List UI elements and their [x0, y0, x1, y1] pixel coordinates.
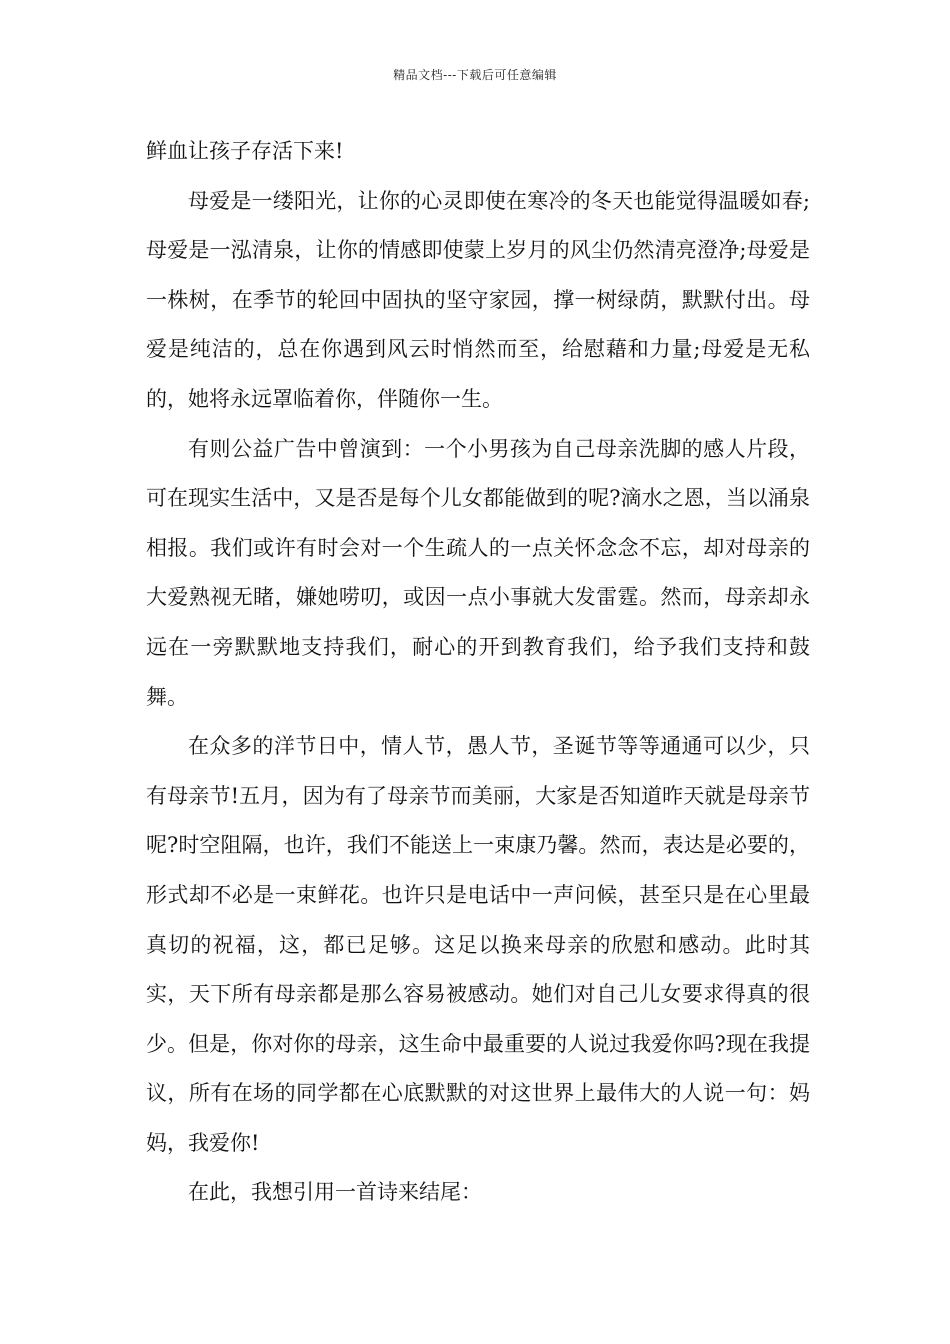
page-header: 精品文档---下载后可任意编辑: [393, 68, 557, 82]
paragraph: 母爱是一缕阳光，让你的心灵即使在寒冷的冬天也能觉得温暖如春;母爱是一泓清泉，让你的情感即使蒙上岁月的风尘仍然清亮澄净;母爱是一株树，在季节的轮回中固执的坚守家园，撑一树绿荫，默默付出。母爱是纯洁的，总在你遇到风云时悄然而至，给慰藉和力量;母爱是无私的，她将永远罩临着你，伴随你一生。: [146, 188, 810, 411]
paragraph: 在此，我想引用一首诗来结尾：: [188, 1180, 482, 1205]
paragraph: 鲜血让孩子存活下来!: [146, 139, 344, 163]
document-body: [146, 127, 810, 1218]
paragraph: 有则公益广告中曾演到：一个小男孩为自己母亲洗脚的感人片段，可在现实生活中，又是否是每个儿女都能做到的呢?滴水之恩，当以涌泉相报。我们或许有时会对一个生疏人的一点关怀念念不忘，却对母亲的大爱熟视无睹，嫌她唠叨，或因一点小事就大发雷霆。然而，母亲却永远在一旁默默地支持我们，耐心的开到教育我们，给予我们支持和鼓舞。: [146, 436, 810, 709]
paragraph: 在众多的洋节日中，情人节，愚人节，圣诞节等等通通可以少，只有母亲节!五月，因为有了母亲节而美丽，大家是否知道昨天就是母亲节呢?时空阻隔，也许，我们不能送上一束康乃馨。然而，表达是必要的，形式却不必是一束鲜花。也许只是电话中一声问候，甚至只是在心里最真切的祝福，这，都已足够。这足以换来母亲的欣慰和感动。此时其实，天下所有母亲都是那么容易被感动。她们对自己儿女要求得真的很少。但是，你对你的母亲，这生命中最重要的人说过我爱你吗?现在我提议，所有在场的同学都在心底默默的对这世界上最伟大的人说一句：妈妈，我爱你!: [146, 734, 810, 1155]
